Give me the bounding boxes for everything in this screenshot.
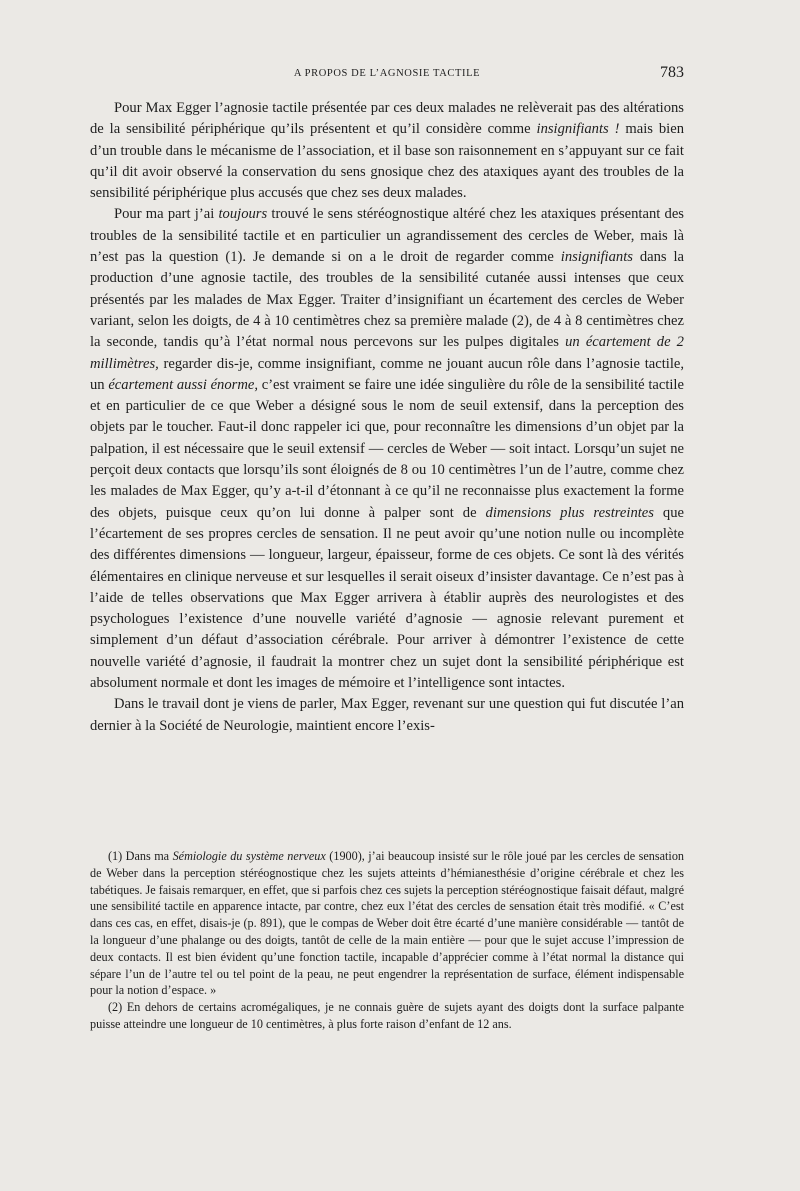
footnotes — [90, 848, 684, 1033]
paragraph-1: Pour Max Egger l’agnosie tactile présentée par ces deux malades ne relèverait pas des altérations de la sensibilité périphérique qu’ils présentent et qu’il considère comme insignifiants ! mais bien d’un trouble dans le mécanisme de l’association, et il base son raisonnement en s’appuyant sur ce fait qu’il dit avoir observé la conservation du sens gnosique chez des ataxiques ayant des troubles de la sensibilité périphérique plus accusés que chez ses deux malades. — [90, 100, 684, 202]
paragraph-2: Pour ma part j’ai toujours trouvé le sens stéréognostique altéré chez les ataxiques présentant des troubles de la sensibilité tactile et en particulier un agrandissement des cercles de Weber, mais là n’est pas la question (1). Je demande si on a le droit de regarder comme insignifiants dans la production d’une agnosie tactile, des troubles de la sensibilité cutanée aussi intenses que ceux présentés par les malades de Max Egger. Traiter d’insignifiant un écartement des cercles de Weber variant, selon les doigts, de 4 à 10 centimètres chez sa première malade (2), de 4 à 8 centimètres chez la seconde, tandis qu’à l’état normal nous percevons sur les pulpes digitales un écartement de 2 millimètres, regarder dis-je, comme insignifiant, comme ne jouant aucun rôle dans l’agnosie tactile, un écartement aussi énorme, c’est vraiment se faire une idée singulière du rôle de la sensibilité tactile et en particulier de ce que Weber a désigné sous le nom de seuil extensif, dans la perception des objets par le toucher. Faut-il donc rappeler ici que, pour reconnaître les dimensions d’un objet par la palpation, il est nécessaire que le seuil extensif — cercles de Weber — soit intact. Lorsqu’un sujet ne perçoit deux contacts que lorsqu’ils sont éloignés de 8 ou 10 centimètres l’un de l’autre, comme chez les malades de Max Egger, qu’y a-t-il d’étonnant à ce qu’il ne reconnaisse plus exactement la forme des objets, puisque ceux qu’on lui donne à palper sont de dimensions plus restreintes que l’écartement de ses propres cercles de sensation. Il ne peut avoir qu’une notion nulle ou incomplète des différentes dimensions — longueur, largeur, épaisseur, forme de ces objets. Ce sont là des vérités élémentaires en clinique nerveuse et sur lesquelles il serait oiseux d’insister davantage. Ce n’est pas à l’aide de telles observations que Max Egger arrivera à établir auprès des neurologistes et des psychologues l’existence d’une nouvelle variété d’agnosie — agnosie relevant purement et simplement d’un défaut d’association cérébrale. Pour arriver à démontrer l’existence de cette nouvelle variété d’agnosie, il faudrait la montrer chez un sujet dont la sensibilité périphérique est absolument normale et dont les images de mémoire et l’intelligence sont intactes. — [90, 206, 684, 692]
emphasis: insignifiants — [560, 249, 633, 266]
footnote-2: (2) En dehors de certains acromégaliques, je ne connais guère de sujets ayant des doigts dont la surface palpante puisse atteindre une longueur de 10 centimètres, à plus forte raison d’enfant de 12 ans. — [90, 1000, 684, 1031]
running-title: A PROPOS DE L’AGNOSIE TACTILE — [293, 68, 481, 79]
emphasis: écartement aussi énorme, — [108, 376, 258, 393]
footnote-1: (1) Dans ma Sémiologie du système nerveux (1900), j’ai beaucoup insisté sur le rôle joué par les cercles de sensation de Weber dans la perception stéréognostique chez les sujets atteints d’hémianesthésie d’origine cérébrale et chez les tabétiques. Je faisais remarquer, en effet, que si parfois chez ces sujets la perception stéréognostique faisait défaut, malgré une sensibilité tactile en apparence intacte, par contre, chez eux l’état des cercles de sensation était très modifié. « C’est dans ces cas, en effet, disais-je (p. 891), que le compas de Weber doit être écarté d’une manière considérable — tantôt de la longueur d’une phalange ou des doigts, tantôt de celle de la main entière — pour que le sujet accuse l’impression de deux contacts. Il est bien évident qu’une fonction tactile, incapable d’apprécier comme à l’état normal la distance qui sépare l’un de l’autre tel ou tel point de la peau, ne peut engendrer la représentation de surface, élément indispensable pour la notion d’espace. » — [90, 849, 685, 998]
page-header — [90, 64, 684, 84]
emphasis: dimensions plus restreintes — [485, 504, 654, 521]
page-number: 783 — [660, 64, 684, 81]
paragraph-3: Dans le travail dont je viens de parler, Max Egger, revenant sur une question qui fut discutée l’an dernier à la Société de Neurologie, maintient encore l’exis- — [90, 696, 684, 734]
body-text — [90, 98, 684, 737]
emphasis: Sémiologie du système nerveux — [172, 849, 326, 863]
emphasis: toujours — [218, 206, 268, 223]
emphasis: un écartement de 2 millimètres, — [90, 334, 684, 372]
emphasis: insignifiants ! — [536, 121, 620, 138]
